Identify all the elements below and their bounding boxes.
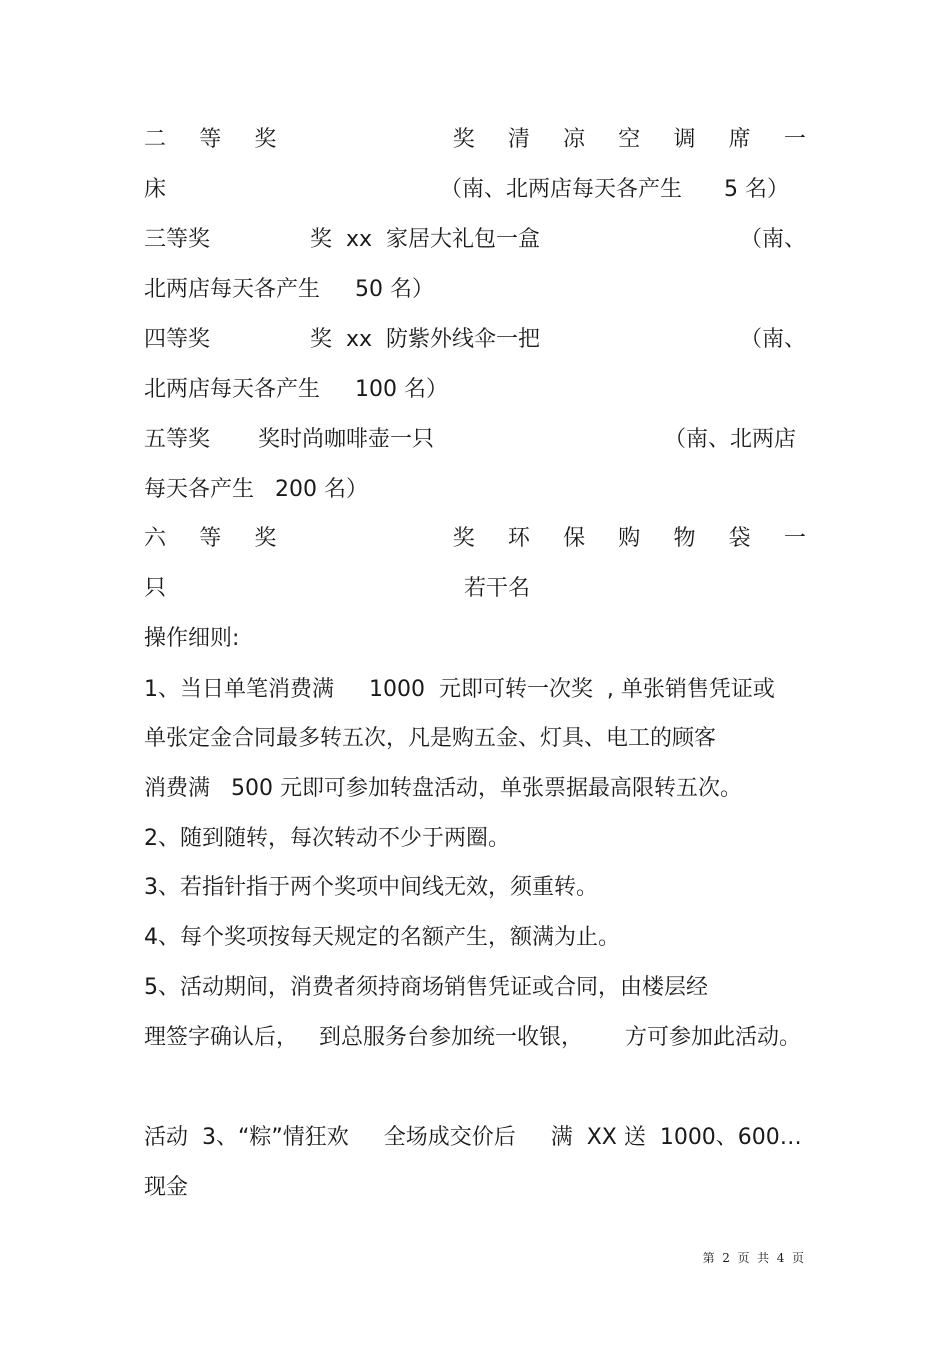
spacer bbox=[310, 524, 420, 554]
fifth-prize-item: 奖时尚咖啡壶一只 bbox=[258, 427, 435, 452]
sixth-prize-desc-char: 奖 bbox=[452, 526, 475, 551]
sixth-prize-desc-char: 一 bbox=[783, 526, 806, 551]
second-prize-desc-char: 清 bbox=[507, 127, 530, 152]
second-prize-desc-tail: 床 bbox=[144, 177, 167, 202]
second-prize-count: 5 名） bbox=[724, 177, 789, 202]
fourth-prize-item: 奖 xx 防紫外线伞一把 bbox=[310, 327, 541, 352]
activity-3-line-1: 活动 3、“粽”情狂欢 全场成交价后 满 XX 送 1000、600… bbox=[144, 1125, 802, 1150]
fifth-prize-note: （南、北两店 bbox=[664, 427, 797, 452]
sixth-prize-note: 若干名 bbox=[464, 576, 531, 601]
rule-4: 4、每个奖项按每天规定的名额产生，额满为止。 bbox=[144, 925, 620, 950]
fourth-prize-note: （南、 bbox=[740, 327, 807, 352]
rule-2: 2、随到随转，每次转动不少于两圈。 bbox=[144, 826, 510, 851]
sixth-prize-line bbox=[144, 524, 806, 554]
rule-3: 3、若指针指于两个奖项中间线无效，须重转。 bbox=[144, 875, 598, 900]
second-prize-desc-char: 奖 bbox=[452, 127, 475, 152]
rules-heading: 操作细则: bbox=[144, 626, 240, 651]
sixth-prize-desc-tail: 只 bbox=[144, 576, 167, 601]
second-prize-label-char: 二 bbox=[144, 127, 167, 152]
third-prize-label: 三等奖 bbox=[144, 227, 211, 252]
sixth-prize-label-char: 六 bbox=[144, 526, 167, 551]
spacer bbox=[310, 125, 420, 155]
fourth-prize-note-cont: 北两店每天各产生 100 名） bbox=[144, 377, 448, 402]
second-prize-desc-char: 席 bbox=[728, 127, 751, 152]
second-prize-desc-char: 空 bbox=[618, 127, 641, 152]
sixth-prize-desc-char: 购 bbox=[618, 526, 641, 551]
sixth-prize-label-char: 奖 bbox=[254, 526, 277, 551]
second-prize-line bbox=[144, 125, 806, 155]
sixth-prize-desc-char: 袋 bbox=[728, 526, 751, 551]
sixth-prize-label-char: 等 bbox=[199, 526, 222, 551]
rule-1-line-2: 单张定金合同最多转五次，凡是购五金、灯具、电工的顾客 bbox=[144, 726, 717, 751]
sixth-prize-desc-char: 环 bbox=[507, 526, 530, 551]
second-prize-label-char: 奖 bbox=[254, 127, 277, 152]
fifth-prize-note-cont: 每天各产生 200 名） bbox=[144, 477, 368, 502]
second-prize-desc-char: 凉 bbox=[563, 127, 586, 152]
fifth-prize-label: 五等奖 bbox=[144, 427, 211, 452]
second-prize-desc-char: 调 bbox=[673, 127, 696, 152]
page-number: 第 2 页 共 4 页 bbox=[702, 1251, 804, 1265]
rule-1-line-3: 消费满 500 元即可参加转盘活动，单张票据最高限转五次。 bbox=[144, 776, 742, 801]
second-prize-label-char: 等 bbox=[199, 127, 222, 152]
second-prize-desc-char: 一 bbox=[783, 127, 806, 152]
sixth-prize-desc-char: 保 bbox=[563, 526, 586, 551]
third-prize-note: （南、 bbox=[740, 227, 807, 252]
second-prize-note: （南、北两店每天各产生 bbox=[440, 177, 683, 202]
fourth-prize-label: 四等奖 bbox=[144, 327, 211, 352]
sixth-prize-desc-char: 物 bbox=[673, 526, 696, 551]
third-prize-note-cont: 北两店每天各产生 50 名） bbox=[144, 277, 434, 302]
rule-1-line-1: 1、当日单笔消费满 1000 元即可转一次奖 , 单张销售凭证或 bbox=[144, 677, 775, 702]
third-prize-item: 奖 xx 家居大礼包一盒 bbox=[310, 227, 541, 252]
activity-3-line-2: 现金 bbox=[144, 1175, 189, 1200]
rule-5-line-2: 理签字确认后， 到总服务台参加统一收银， 方可参加此活动。 bbox=[144, 1025, 801, 1050]
rule-5-line-1: 5、活动期间，消费者须持商场销售凭证或合同，由楼层经 bbox=[144, 975, 708, 1000]
